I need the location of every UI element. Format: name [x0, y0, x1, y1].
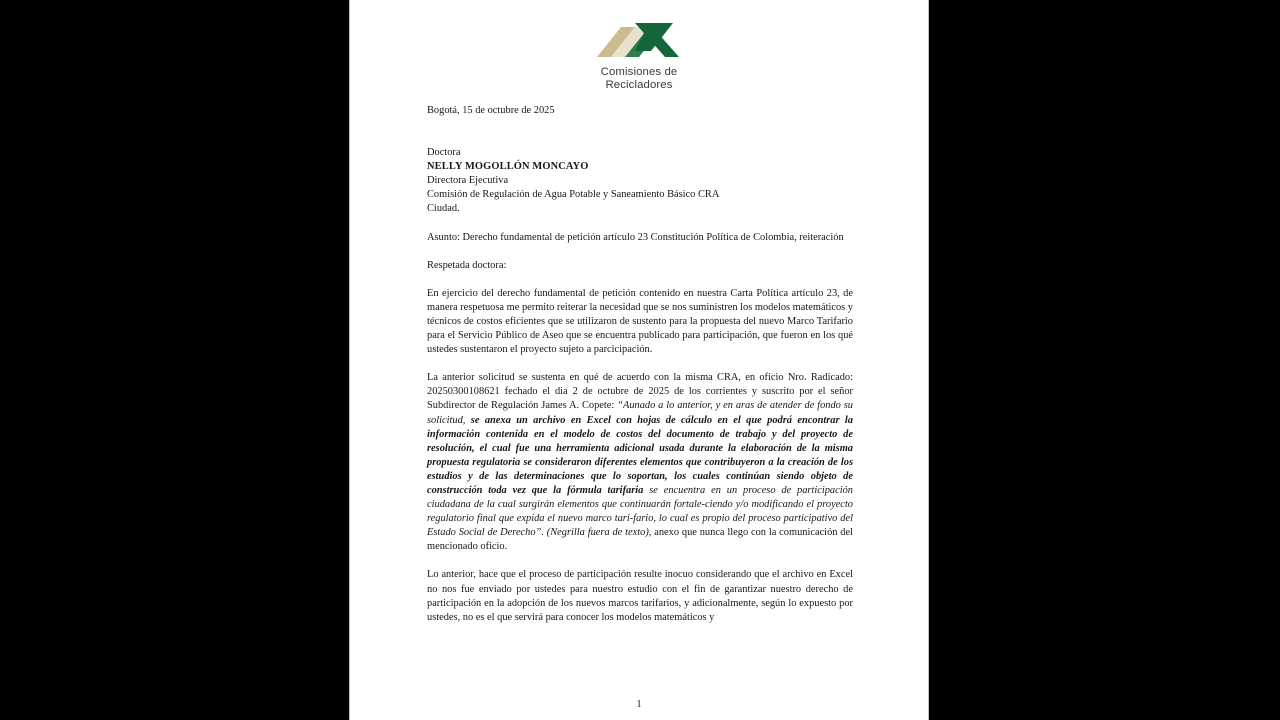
addressee-position: Directora Ejecutiva — [427, 175, 509, 187]
quote-bold-italic: se anexa un archivo en Excel con hojas de cálculo en el que podrá encontrar la información contenida en el modelo de costos del documento de trabajo y del proyecto de resolución, el cual fue una herramienta adicional usada durante la elaboración de la misma propuesta regulatoria se consideraron diferentes elementos que contribuyeron a la creación de los estudios y de las determinaciones que lo soportan, los cuales continúan siendo objeto de construcción toda vez que la fórmula tarifaria — [427, 414, 853, 496]
paragraph-2-tail: anexo que nunca llego con la comunicación del mencionado oficio. — [427, 527, 853, 553]
organization-name — [601, 66, 678, 91]
organization-logo-icon — [591, 17, 687, 63]
letter-body — [427, 104, 853, 625]
spacer — [427, 245, 853, 259]
paragraph-1: En ejercicio del derecho fundamental de petición contenido en nuestra Carta Política artículo 23, de manera respetuosa me permito reiterar la necesidad que se nos suministren los modelos matemáticos y técnicos de costos eficientes que se utilizaron de sustento para la propuesta del nuevo Marco Tarifario para el Servicio Público de Aseo que se encuentra publicado para participación, que fueron en los qué ustedes sustentaron el proyecto sujeto a parcicipación. — [427, 287, 853, 356]
spacer — [427, 118, 853, 132]
spacer — [427, 273, 853, 287]
organization-name-line-1: Comisiones de — [600, 66, 678, 78]
paragraph-3: Lo anterior, hace que el proceso de participación resulte inocuo considerando que el archivo en Excel no nos fue enviado por ustedes para nuestro estudio con el fin de garantizar nuestro derecho de participación en la adopción de los nuevos marcos tarifarios, y adicionalmente, según lo expuesto por ustedes, no es el que servirá para conocer los modelos matemáticos y — [427, 569, 853, 623]
spacer — [427, 357, 853, 371]
addressee-title: Doctora — [427, 147, 461, 159]
addressee-city: Ciudad. — [427, 203, 460, 215]
organization-name-line-2: Recicladores — [605, 78, 673, 91]
quote-italic-close: se encuentra en un proceso de participación ciudadana de la cual surgirán elementos que continuarán fortale-ciendo y/o modificando el proyecto regulatorio final que expida el nuevo marco tari-fario, lo cual es propio del proceso participativo del Estado Social de Derecho”. (Negrilla fuera de texto), — [427, 484, 853, 539]
subject-text: Derecho fundamental de petición artículo 23 Constitución Política de Colombia, reiteración — [459, 231, 844, 243]
date-line: Bogotá, 15 de octubre de 2025 — [427, 105, 555, 116]
subject-line — [427, 231, 853, 245]
spacer — [427, 554, 853, 568]
addressee-name: NELLY MOGOLLÓN MONCAYO — [427, 161, 589, 173]
subject-label: Asunto: — [427, 231, 460, 243]
spacer — [427, 217, 853, 231]
paragraph-2-lead: La anterior solicitud se sustenta en qué de acuerdo con la misma CRA, en oficio Nro. Radicado: 20250300108621 fechado el dia 2 de octubre de 2025 de los corrientes y suscrito por el señor Subdirector de Regulación James A. Copete: — [427, 372, 853, 412]
addressee-entity: Comisión de Regulación de Agua Potable y Saneamiento Básico CRA — [427, 189, 720, 201]
letterhead — [350, 0, 928, 91]
quote-italic-open: “Aunado a lo anterior, y en aras de atender de fondo su solicitud, — [427, 400, 853, 426]
document-page — [350, 0, 928, 720]
addressee-block — [427, 146, 853, 216]
page-number: 1 — [636, 699, 642, 710]
spacer — [427, 132, 853, 146]
salutation: Respetada doctora: — [427, 259, 507, 271]
paragraph-2 — [427, 371, 853, 554]
